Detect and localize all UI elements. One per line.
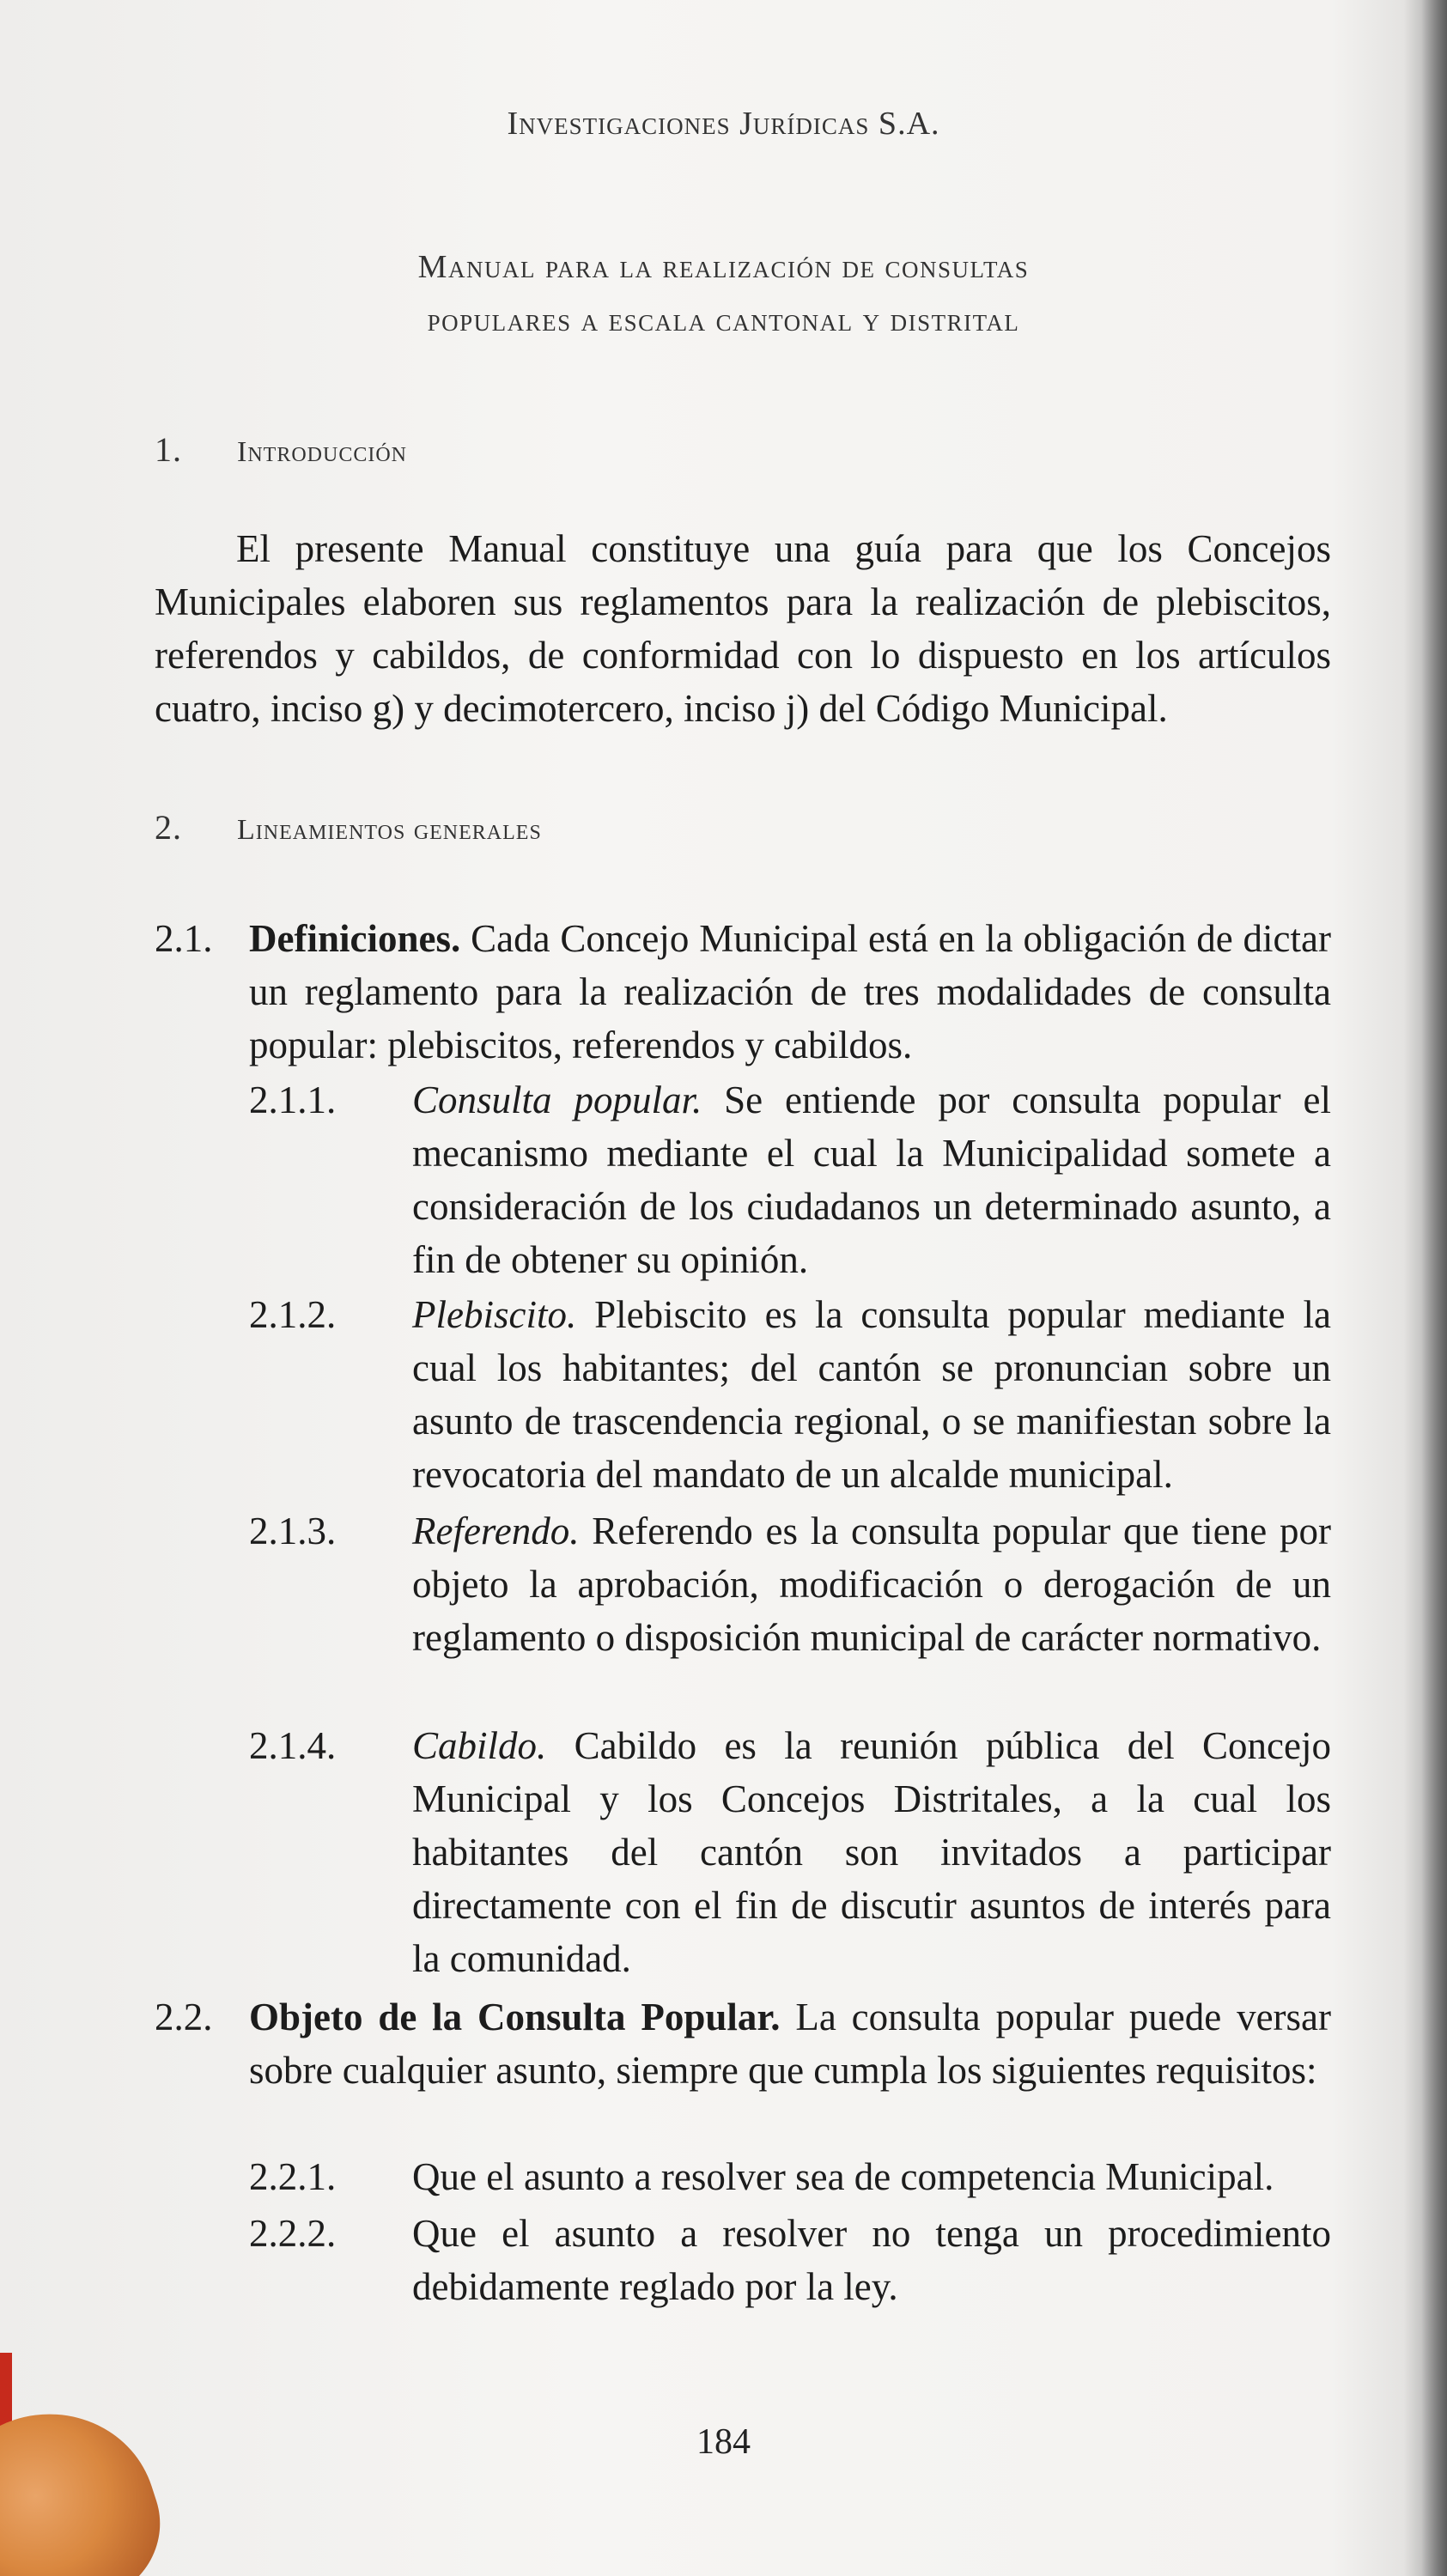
document-title [0, 240, 1447, 347]
item-number: 2.2. [155, 1996, 213, 2038]
section-1-number: 1. [155, 430, 182, 469]
item-number: 2.1. [155, 917, 213, 960]
item-lead: Definiciones. [249, 917, 461, 960]
item-2-1-1 [249, 1073, 1331, 1286]
item-number: 2.1.4. [249, 1724, 337, 1767]
item-2-1-4 [249, 1719, 1331, 1985]
item-lead: Consulta popular. [412, 1078, 702, 1121]
item-2-1 [155, 912, 1331, 1072]
item-text: Cada Concejo Municipal está en la obligación de dictar un reglamento para la realización de tres modalidades de consulta popular: plebiscitos, referendos y cabildos. [249, 917, 1331, 1066]
page-edge-shadow [1421, 0, 1447, 2576]
introduction-paragraph: El presente Manual constituye una guía para que los Concejos Municipales elaboren sus reglamentos para la realización de plebiscitos, referendos y cabildos, de conformidad con lo dispuesto en los artículos cuatro, inciso g) y decimotercero, inciso j) del Código Municipal. [155, 527, 1331, 730]
running-head: Investigaciones Jurídicas S.A. [507, 106, 940, 142]
item-number: 2.1.3. [249, 1510, 337, 1552]
item-2-2-1 [249, 2150, 1331, 2203]
item-lead: Referendo. [412, 1510, 580, 1552]
section-1-heading [155, 429, 407, 470]
item-2-1-2 [249, 1288, 1331, 1501]
item-text: Que el asunto a resolver no tenga un procedimiento debidamente reglado por la ley. [412, 2212, 1331, 2308]
section-2-number: 2. [155, 808, 182, 847]
thumb-finger [0, 2386, 180, 2576]
section-2-title: Lineamientos generales [237, 814, 542, 846]
item-number: 2.1.1. [249, 1078, 337, 1121]
item-number: 2.2.2. [249, 2212, 337, 2255]
item-lead: Cabildo. [412, 1724, 547, 1767]
item-text: Que el asunto a resolver sea de competencia Municipal. [412, 2155, 1274, 2198]
item-2-2 [155, 1990, 1331, 2097]
item-text: Referendo es la consulta popular que tiene por objeto la aprobación, modificación o derogación de un reglamento o disposición municipal de carácter normativo. [412, 1510, 1331, 1659]
item-text: Se entiende por consulta popular el mecanismo mediante el cual la Municipalidad somete a consideración de los ciudadanos un determinado asunto, a fin de obtener su opinión. [412, 1078, 1332, 1281]
section-2-heading [155, 807, 542, 848]
item-text: Cabildo es la reunión pública del Concejo Municipal y los Concejos Distritales, a la cual los habitantes del cantón son invitados a participar directamente con el fin de discutir asuntos de interés para la comunidad. [412, 1724, 1331, 1980]
title-line-1: Manual para la realización de consultas [417, 249, 1030, 285]
item-lead: Plebiscito. [412, 1293, 577, 1336]
item-number: 2.2.1. [249, 2155, 337, 2198]
title-line-2: populares a escala cantonal y distrital [427, 302, 1020, 338]
page-number: 184 [696, 2422, 751, 2462]
item-2-1-3 [249, 1504, 1331, 1664]
item-text: La consulta popular puede versar sobre cualquier asunto, siempre que cumpla los siguientes requisitos: [249, 1996, 1331, 2092]
item-number: 2.1.2. [249, 1293, 337, 1336]
item-2-2-2 [249, 2207, 1331, 2313]
section-1-title: Introducción [237, 436, 407, 468]
item-lead: Objeto de la Consulta Popular. [249, 1996, 781, 2038]
item-text: Plebiscito es la consulta popular mediante la cual los habitantes; del cantón se pronuncian sobre un asunto de trascendencia regional, o se manifiestan sobre la revocatoria del mandato de un alcalde municipal. [412, 1293, 1331, 1496]
